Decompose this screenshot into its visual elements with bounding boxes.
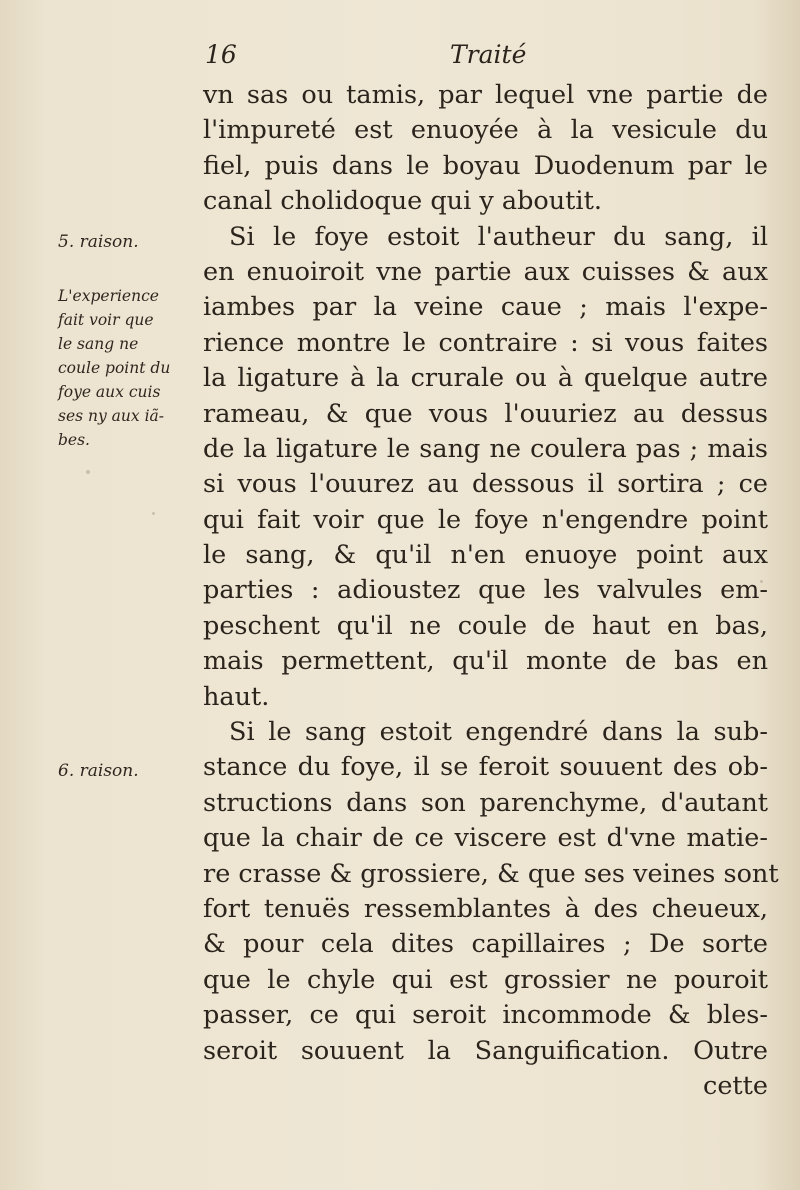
text-line: de la ligature le sang ne coulera pas ; mais	[203, 433, 768, 464]
running-head: Traité	[450, 40, 527, 69]
margin-note-experience	[58, 284, 198, 452]
text-line: iambes par la veine caue ; mais l'expe-	[203, 292, 768, 323]
margin-note-line: L'experience	[58, 287, 159, 305]
text-line: re crasse & grossiere, & que ses veines sont	[203, 858, 779, 889]
text-line: fiel, puis dans le boyau Duodenum par le	[203, 150, 768, 181]
paper-speck	[640, 1010, 643, 1013]
text-line: que le chyle qui est grossier ne pouroit	[203, 964, 768, 995]
text-line: parties : adioustez que les valvules em-	[203, 575, 768, 606]
page-number: 16	[205, 40, 237, 69]
text-line: rience montre le contraire : si vous faites	[203, 327, 768, 358]
text-line: mais permettent, qu'il monte de bas en	[203, 646, 768, 677]
text-line: le sang, & qu'il n'en enuoye point aux	[203, 540, 768, 571]
catchword: cette	[703, 1070, 768, 1101]
margin-note-reason-6: 6. raison.	[58, 761, 139, 781]
margin-note-line: fait voir que	[58, 311, 154, 329]
text-line: en enuoiroit vne partie aux cuisses & aux	[203, 256, 768, 287]
text-line: l'impureté est enuoyée à la vesicule du	[203, 115, 768, 146]
text-line: rameau, & que vous l'ouuriez au dessus	[203, 398, 768, 429]
margin-note-line: foye aux cuis	[58, 383, 161, 401]
text-line: stance du foye, il se feroit souuent des ob-	[203, 752, 768, 783]
text-line: peschent qu'il ne coule de haut en bas,	[203, 610, 768, 641]
margin-note-line: coule point du	[58, 359, 171, 377]
text-line: haut.	[203, 681, 270, 712]
text-line: si vous l'ouurez au dessous il sortira ; ce	[203, 469, 768, 500]
margin-note-line: le sang ne	[58, 335, 139, 353]
margin-note-line: ses ny aux iã-	[58, 407, 165, 425]
text-line: fort tenuës ressemblantes à des cheueux,	[203, 893, 768, 924]
page-header	[205, 40, 765, 74]
text-line: Si le sang estoit engendré dans la sub-	[229, 717, 768, 748]
paper-speck	[152, 512, 155, 515]
paper-speck	[760, 580, 763, 583]
margin-note-line: bes.	[58, 431, 90, 449]
text-line: passer, ce qui seroit incommode & bles-	[203, 1000, 768, 1031]
text-line: & pour cela dites capillaires ; De sorte	[203, 929, 768, 960]
text-line: seroit souuent la Sanguification. Outre	[203, 1035, 768, 1066]
text-line: que la chair de ce viscere est d'vne matie-	[203, 823, 768, 854]
text-line: canal cholidoque qui y aboutit.	[203, 186, 602, 217]
text-line: Si le foye estoit l'autheur du sang, il	[229, 221, 768, 252]
paper-speck	[86, 470, 90, 474]
text-line: la ligature à la crurale ou à quelque autre	[203, 363, 768, 394]
text-line: qui fait voir que le foye n'engendre point	[203, 504, 768, 535]
main-text	[203, 78, 779, 1104]
text-line: structions dans son parenchyme, d'autant	[203, 787, 768, 818]
text-line: vn sas ou tamis, par lequel vne partie de	[203, 80, 768, 110]
margin-note-reason-5: 5. raison.	[58, 232, 139, 252]
